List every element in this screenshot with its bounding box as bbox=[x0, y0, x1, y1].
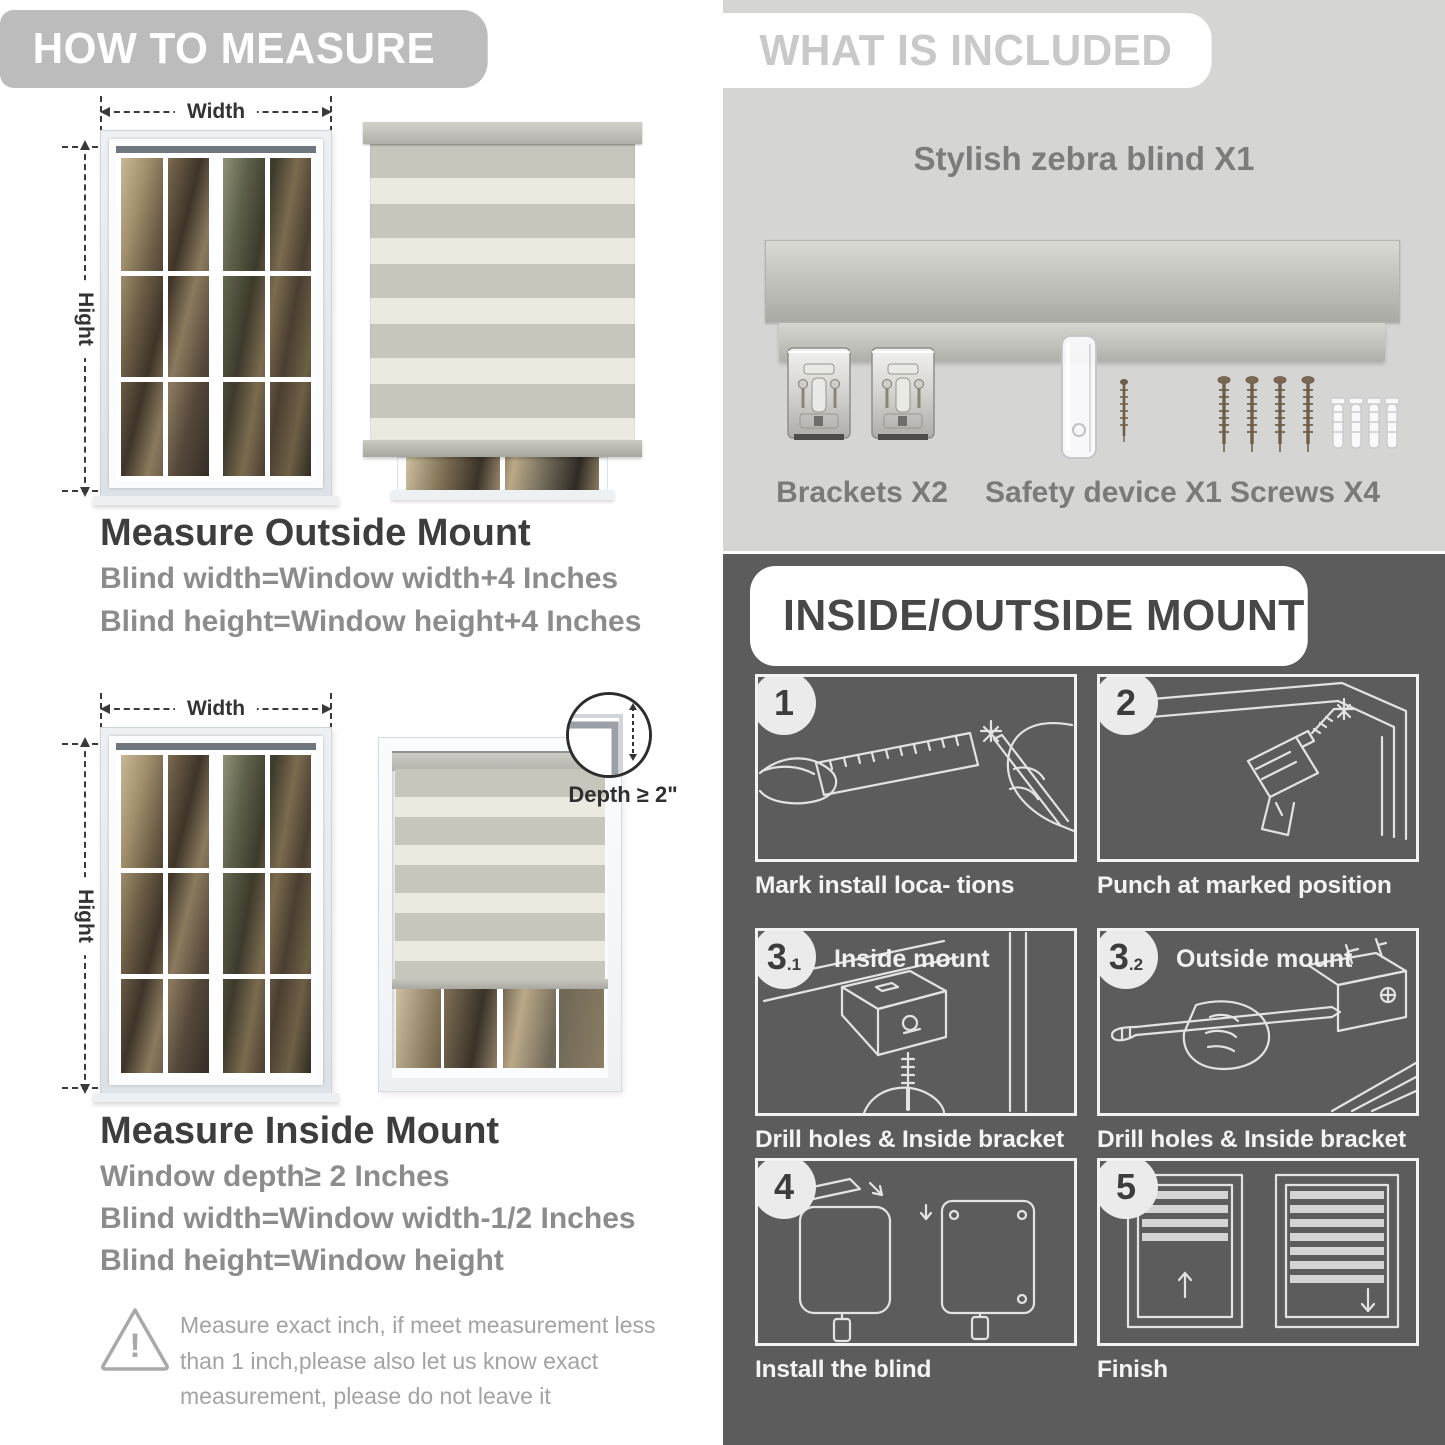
window-sill bbox=[93, 1093, 339, 1102]
safety-device-label: Safety device X1 bbox=[985, 476, 1222, 509]
what-is-included-header: WHAT IS INCLUDED bbox=[723, 13, 1212, 88]
blind-cassette-bar bbox=[765, 240, 1400, 323]
svg-text:!: ! bbox=[129, 1327, 141, 1365]
step-number: 2 bbox=[1115, 682, 1137, 723]
window-illustration-outside bbox=[100, 130, 332, 497]
warning-triangle-icon bbox=[98, 1305, 172, 1373]
blind-bottom-rail bbox=[392, 979, 608, 989]
window-top-rail bbox=[116, 743, 316, 750]
window-inner-frame bbox=[392, 1068, 608, 1078]
window-illustration-inside bbox=[100, 727, 332, 1094]
inside-mount-title: Measure Inside Mount bbox=[100, 1110, 500, 1152]
blind-item-label: Stylish zebra blind X1 bbox=[913, 140, 1255, 177]
corner-detail-drawing bbox=[569, 695, 652, 778]
mount-header: INSIDE/OUTSIDE MOUNT bbox=[750, 566, 1308, 666]
step-2-panel bbox=[1097, 674, 1419, 862]
inside-mount-line3: Blind height=Window height bbox=[100, 1244, 504, 1277]
width-label: Width bbox=[175, 697, 257, 721]
screws-icon bbox=[1214, 372, 1404, 464]
window-sill bbox=[93, 496, 339, 505]
depth-detail-circle bbox=[566, 692, 652, 778]
inside-mount-line2: Blind width=Window width-1/2 Inches bbox=[100, 1202, 636, 1235]
arrowhead-up-icon bbox=[80, 140, 90, 150]
window-sill bbox=[391, 490, 614, 500]
safety-device-icon bbox=[1056, 334, 1148, 464]
step-3-1-label: Inside mount bbox=[834, 945, 990, 973]
window-glass bbox=[121, 755, 209, 1073]
window-glass bbox=[396, 989, 604, 1068]
step-2-caption: Punch at marked position bbox=[1097, 872, 1392, 899]
zebra-fabric bbox=[370, 144, 635, 440]
step-number-sub: .1 bbox=[786, 955, 802, 974]
step-1-panel bbox=[755, 674, 1077, 862]
window-under-blind bbox=[397, 457, 608, 500]
step-number: 1 bbox=[773, 682, 795, 723]
height-arrow bbox=[74, 140, 97, 497]
step-3-1-caption: Drill holes & Inside bracket bbox=[755, 1126, 1064, 1153]
window-glass bbox=[121, 158, 209, 476]
arrowhead-down-icon bbox=[80, 1084, 90, 1094]
step-3-1-panel bbox=[755, 928, 1077, 1116]
depth-label: Depth ≥ 2" bbox=[568, 782, 678, 807]
window-glass bbox=[406, 457, 599, 490]
step-number: 3 bbox=[766, 936, 787, 977]
arrowhead-up-icon bbox=[80, 737, 90, 747]
blind-bottom-rail bbox=[363, 440, 642, 457]
window-door bbox=[116, 750, 214, 1078]
step-3-2-label: Outside mount bbox=[1176, 945, 1353, 973]
window-doors bbox=[116, 750, 316, 1078]
window-door bbox=[116, 153, 214, 481]
window-glass bbox=[223, 755, 311, 1073]
height-label: Hight bbox=[70, 280, 100, 358]
step-4-caption: Install the blind bbox=[755, 1356, 932, 1383]
step-3-2-caption: Drill holes & Inside bracket bbox=[1097, 1126, 1406, 1153]
step-number: 5 bbox=[1115, 1166, 1137, 1207]
brackets-label: Brackets X2 bbox=[776, 476, 948, 509]
step-4-panel bbox=[755, 1158, 1077, 1346]
width-label: Width bbox=[175, 100, 257, 124]
window-door bbox=[218, 153, 316, 481]
step-5-panel bbox=[1097, 1158, 1419, 1346]
warning-text: Measure exact inch, if meet measurement less than 1 inch,please also let us know exact measurement, please do not leave it bbox=[180, 1312, 656, 1410]
outside-mount-title: Measure Outside Mount bbox=[100, 512, 531, 554]
blind-cassette bbox=[363, 122, 642, 144]
height-arrow bbox=[74, 737, 97, 1094]
step-number: 3 bbox=[1108, 936, 1129, 977]
inside-mount-line1: Window depth≥ 2 Inches bbox=[100, 1160, 450, 1193]
outside-mount-line1: Blind width=Window width+4 Inches bbox=[100, 562, 619, 595]
height-label: Hight bbox=[70, 877, 100, 955]
window-glass bbox=[223, 158, 311, 476]
screws-label: Screws X4 bbox=[1229, 476, 1381, 509]
step-3-2-panel bbox=[1097, 928, 1419, 1116]
width-arrow bbox=[100, 100, 332, 123]
window-door bbox=[218, 750, 316, 1078]
window-top-rail bbox=[116, 146, 316, 153]
brackets-icon bbox=[786, 342, 936, 446]
outside-mount-line2: Blind height=Window height+4 Inches bbox=[100, 605, 642, 638]
window-doors bbox=[116, 153, 316, 481]
step-1-caption: Mark install loca- tions bbox=[755, 872, 1015, 899]
how-to-measure-header: HOW TO MEASURE bbox=[0, 10, 488, 88]
step-number-sub: .2 bbox=[1128, 955, 1144, 974]
zebra-blind-outside-illustration bbox=[363, 122, 642, 500]
step-5-caption: Finish bbox=[1097, 1356, 1168, 1383]
step-number: 4 bbox=[773, 1166, 795, 1207]
width-arrow bbox=[100, 697, 332, 720]
arrowhead-down-icon bbox=[80, 487, 90, 497]
